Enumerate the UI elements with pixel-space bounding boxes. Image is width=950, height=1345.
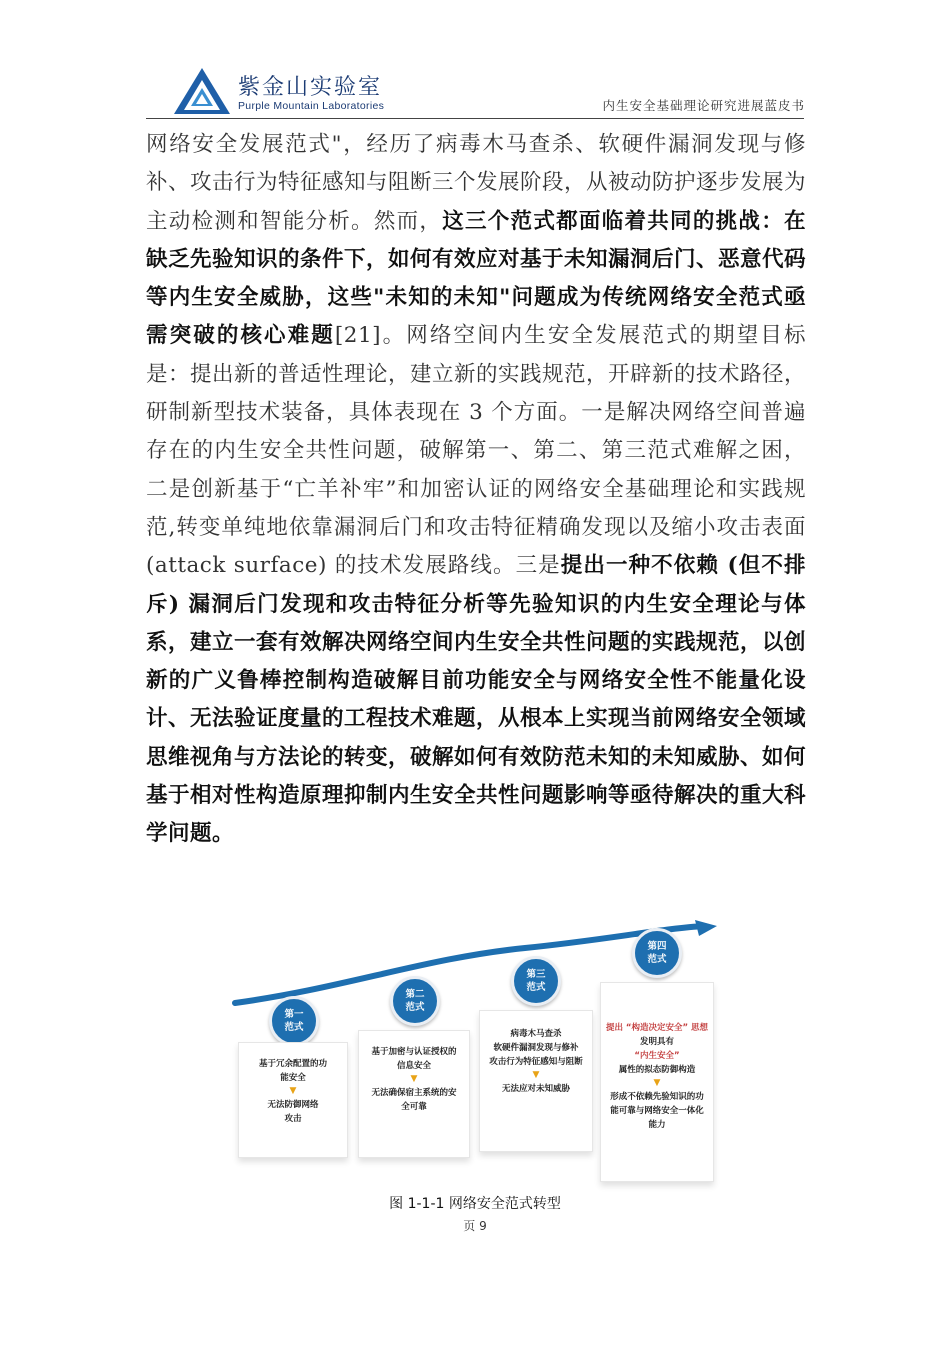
stage-4-limit-2: 能可靠与网络安全一体化 — [610, 1106, 704, 1116]
paragraph-text-1: 网络安全发展范式"，经历了病毒木马查杀、软硬件漏洞发现与修补、攻击行为特征感知与阻断三个发展阶段，从被动防护逐步发展为主动检测和智能分析。然而， — [146, 132, 807, 234]
body-paragraph — [146, 126, 806, 854]
stage-2-circle-line-1: 第二 — [405, 989, 425, 1000]
paragraph-bold-1: 这三个范式都面临着共同的挑战：在缺乏先验知识的条件下，如何有效应对基于未知漏洞后门、恶意代码等内生安全威胁，这些"未知的未知"问题成为传统网络安全范式亟需突破的核心难题 — [146, 208, 807, 349]
figure-caption: 图 1-1-1 网络安全范式转型 — [389, 1196, 561, 1212]
stage-4-desc-4: 属性的拟态防御构造 — [618, 1065, 696, 1075]
stage-4-desc-2: 发明具有 — [639, 1037, 674, 1047]
page-header — [0, 0, 950, 120]
stage-3-circle-line-2: 范式 — [526, 982, 546, 993]
stage-4-circle-line-2: 范式 — [647, 954, 667, 965]
stage-2-card — [358, 1030, 470, 1158]
stage-3-limit-1: 无法应对未知威胁 — [501, 1084, 570, 1094]
stage-1-circle — [269, 996, 319, 1046]
stage-3-desc-3: 攻击行为特征感知与阻断 — [489, 1057, 583, 1067]
stage-2-desc-1: 基于加密与认证授权的 — [371, 1047, 457, 1057]
stage-4-limit-1: 形成不依赖先验知识的功 — [610, 1092, 704, 1102]
stage-2-circle — [390, 976, 440, 1026]
stage-3-down-arrow-icon: ▼ — [532, 1070, 540, 1080]
stage-3-circle — [511, 956, 561, 1006]
stage-4-circle-line-1: 第四 — [647, 941, 667, 952]
paragraph-text-2: [21]。网络空间内生安全发展范式的期望目标是：提出新的普适性理论，建立新的实践规范，开辟新的技术路径，研制新型技术装备，具体表现在 3 个方面。一是解决网络空间普遍存在的内生安全共性问题，破解第一、第二、第三范式难解之困， 二是创新基于“亡羊补牢”和加密认证的网络安全基础理论和实践规范,转变单纯地依靠漏洞后门和攻击特征精确发现以及缩小攻击表面 (attack surface) 的技术发展路线。三是 — [146, 323, 807, 579]
stage-2-desc-2: 信息安全 — [396, 1061, 431, 1071]
paradigm-transition-figure — [225, 918, 725, 1168]
stage-4-desc-1-text: 提出 “构造决定安全” 思想 — [605, 1023, 709, 1033]
stage-3-card — [479, 1010, 593, 1152]
stage-2-down-arrow-icon: ▼ — [410, 1074, 418, 1084]
page-number: 页 9 — [463, 1219, 487, 1233]
stage-1-down-arrow-icon: ▼ — [289, 1086, 297, 1096]
stage-4-desc-3: “内生安全” — [634, 1051, 680, 1061]
stage-3-desc-2: 软硬件漏洞发现与修补 — [493, 1043, 579, 1053]
header-divider — [146, 118, 804, 119]
stage-3-desc-1: 病毒木马查杀 — [510, 1029, 562, 1039]
stage-4-down-arrow-icon: ▼ — [653, 1078, 661, 1088]
stage-2-limit-1: 无法确保宿主系统的安 — [371, 1088, 457, 1098]
stage-4-circle — [632, 928, 682, 978]
stage-2-circle-line-2: 范式 — [405, 1002, 425, 1013]
logo-chinese-name: 紫金山实验室 — [238, 75, 383, 100]
logo-english-name: Purple Mountain Laboratories — [238, 100, 385, 112]
stage-4-limit-3: 能力 — [648, 1120, 666, 1130]
stage-1-circle-line-1: 第一 — [284, 1009, 304, 1020]
stage-1-limit-1: 无法防御网络 — [267, 1100, 319, 1110]
stage-4-desc-1 — [601, 1021, 713, 1035]
stage-1-desc-1: 基于冗余配置的功 — [258, 1059, 327, 1069]
stage-1-circle-line-2: 范式 — [284, 1022, 304, 1033]
stage-3-circle-line-1: 第三 — [526, 969, 546, 980]
paragraph-bold-2: 提出一种不依赖 (但不排斥) 漏洞后门发现和攻击特征分析等先验知识的内生安全理论与体系，建立一套有效解决网络空间内生安全共性问题的实践规范，以创新的广义鲁棒控制构造破解目前功能安全与网络安全性不能量化设计、无法验证度量的工程技术难题，从根本上实现当前网络安全领域思维视角与方法论的转变，破解如何有效防范未知的未知威胁、如何基于相对性构造原理抑制内生安全共性问题影响等亟待解决的重大科学问题。 — [146, 553, 807, 847]
document-title: 内生安全基础理论研究进展蓝皮书 — [602, 98, 805, 113]
stage-2-limit-2: 全可靠 — [401, 1102, 427, 1112]
stage-4-card — [600, 982, 714, 1182]
stage-1-limit-2: 攻击 — [284, 1114, 302, 1124]
purple-mountain-logo-icon — [172, 66, 232, 116]
stage-1-card — [238, 1042, 348, 1158]
stage-1-desc-2: 能安全 — [280, 1073, 306, 1083]
